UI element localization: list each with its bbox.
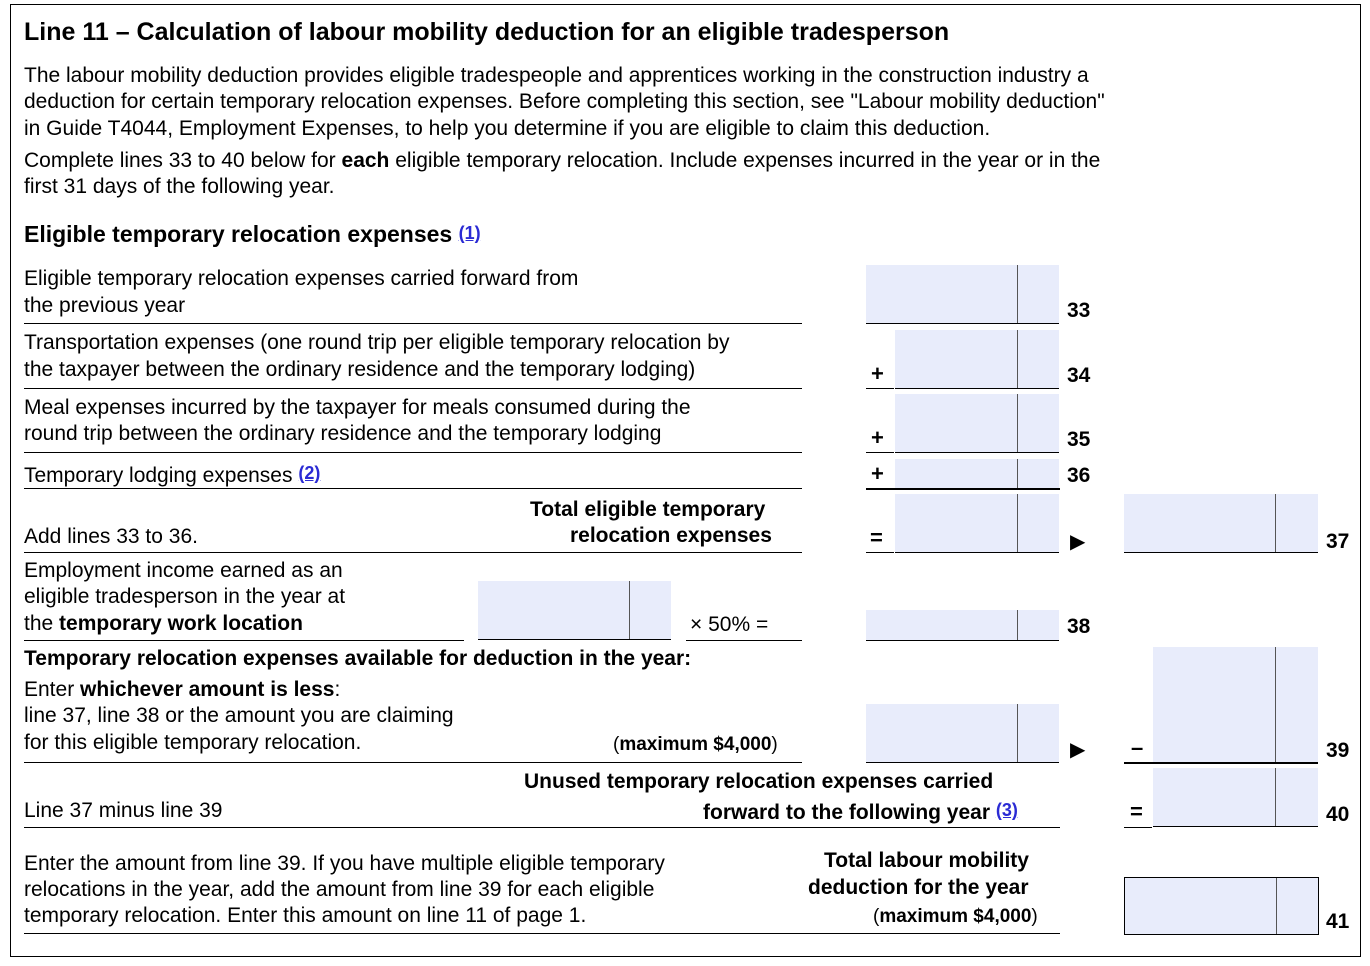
line-35-field[interactable] (895, 394, 1059, 453)
line-35-label-2: round trip between the ordinary residence and the temporary lodging (24, 422, 662, 445)
line-37-total-label-2: relocation expenses (570, 524, 772, 547)
line-35-rule (24, 452, 802, 453)
line-41-total-label-1: Total labour mobility (824, 849, 1029, 872)
line-33-number: 33 (1067, 299, 1091, 322)
line-33-field[interactable] (866, 265, 1059, 324)
line-37-field-left[interactable] (895, 494, 1059, 553)
footnote-link-1[interactable]: (1) (458, 223, 481, 243)
line-39-rule (24, 762, 802, 763)
line-37-op: = (870, 525, 883, 550)
line-38-multiplier: × 50% = (690, 613, 769, 636)
line-40-label: Line 37 minus line 39 (24, 799, 223, 822)
line-37-rule (24, 552, 802, 553)
line-38-field[interactable] (866, 610, 1059, 641)
line-35-op: + (871, 425, 884, 450)
line-40-total-label-1: Unused temporary relocation expenses carried (524, 770, 994, 793)
line-36-label: Temporary lodging expenses (2) (24, 463, 321, 487)
intro-line-4: Complete lines 33 to 40 below for each eligible temporary relocation. Include expenses incurred in the year or in the (24, 149, 1101, 172)
line-41-field[interactable] (1124, 877, 1319, 935)
line-40-op: = (1130, 799, 1143, 824)
line-40-field[interactable] (1153, 768, 1318, 827)
line-34-label-2: the taxpayer between the ordinary residence and the temporary lodging) (24, 358, 696, 381)
line-36-rule (24, 488, 802, 489)
line-41-total-label-2: deduction for the year (808, 876, 1029, 899)
line-38-label-2: eligible tradesperson in the year at (24, 585, 346, 608)
line-41-rule (24, 933, 1060, 934)
line-34-number: 34 (1067, 364, 1091, 387)
line-39-label-1: Enter whichever amount is less: (24, 678, 341, 701)
line-37-field[interactable] (1124, 494, 1318, 553)
line-36-field[interactable] (895, 459, 1059, 488)
intro-line-2: deduction for certain temporary relocation expenses. Before completing this section, see "Labour mobility deduction" (24, 90, 1105, 113)
line-37-total-label-1: Total eligible temporary (530, 498, 766, 521)
line-39-label-3: for this eligible temporary relocation. (24, 731, 362, 754)
line-39-op: – (1131, 735, 1144, 760)
line-40-number: 40 (1326, 803, 1350, 826)
line-39-number: 39 (1326, 739, 1350, 762)
line-41-number: 41 (1326, 910, 1350, 933)
line-36-number: 36 (1067, 464, 1091, 487)
line-39-heading: Temporary relocation expenses available for deduction in the year: (24, 647, 692, 670)
section-title: Line 11 – Calculation of labour mobility deduction for an eligible tradesperson (24, 18, 950, 46)
line-34-rule (24, 388, 802, 389)
line-33-label-1: Eligible temporary relocation expenses carried forward from (24, 267, 579, 290)
line-41-label-1: Enter the amount from line 39. If you have multiple eligible temporary (24, 852, 665, 875)
line-34-field[interactable] (895, 330, 1059, 389)
intro-line-5: first 31 days of the following year. (24, 175, 335, 198)
line-35-number: 35 (1067, 428, 1091, 451)
line-34-label-1: Transportation expenses (one round trip per eligible temporary relocation by (24, 331, 730, 354)
line-39-field[interactable] (1153, 647, 1318, 762)
line-40-total-label-2: forward to the following year (3) (703, 800, 1018, 824)
section-heading: Eligible temporary relocation expenses (1) (24, 221, 481, 247)
line-38-label-3: the temporary work location (24, 612, 303, 635)
line-37-label: Add lines 33 to 36. (24, 525, 198, 548)
line-39-field-left[interactable] (866, 704, 1059, 763)
arrow-right-icon: ▶ (1070, 531, 1086, 553)
intro-line-3: in Guide T4044, Employment Expenses, to help you determine if you are eligible to claim this deduction. (24, 117, 991, 140)
intro-line-1: The labour mobility deduction provides eligible tradespeople and apprentices working in the construction industry a (24, 64, 1089, 87)
line-33-rule (24, 323, 802, 324)
footnote-link-2[interactable]: (2) (298, 463, 321, 483)
line-37-number: 37 (1326, 530, 1350, 553)
line-40-rule (24, 827, 1060, 828)
line-36-op: + (871, 461, 884, 486)
line-38-label-1: Employment income earned as an (24, 559, 343, 582)
line-33-label-2: the previous year (24, 294, 186, 317)
line-41-maximum: (maximum $4,000) (873, 906, 1038, 927)
line-35-label-1: Meal expenses incurred by the taxpayer for meals consumed during the (24, 396, 691, 419)
line-38-income-field[interactable] (478, 581, 671, 640)
arrow-right-icon-2: ▶ (1070, 739, 1086, 761)
line-38-number: 38 (1067, 615, 1091, 638)
footnote-link-3[interactable]: (3) (995, 800, 1018, 820)
line-34-op: + (871, 361, 884, 386)
line-39-label-2: line 37, line 38 or the amount you are claiming (24, 704, 454, 727)
line-41-label-2: relocations in the year, add the amount from line 39 for each eligible (24, 878, 655, 901)
line-41-label-3: temporary relocation. Enter this amount on line 11 of page 1. (24, 904, 587, 927)
line-39-maximum: (maximum $4,000) (613, 734, 778, 755)
